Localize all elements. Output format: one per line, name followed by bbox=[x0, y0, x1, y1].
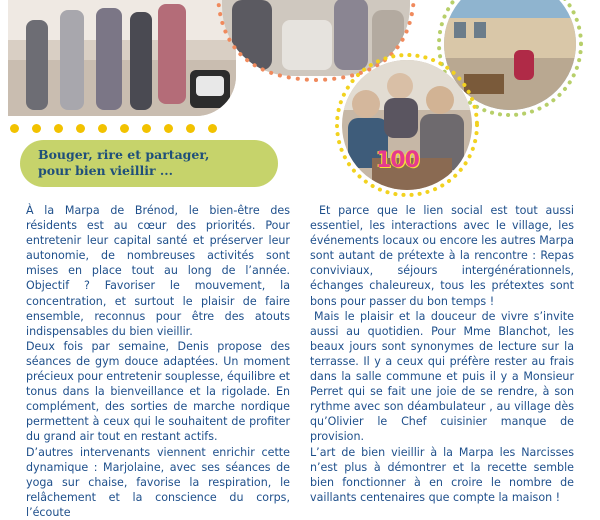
section-title-line-2: pour bien vieillir ... bbox=[38, 163, 173, 178]
dot bbox=[32, 124, 41, 133]
dot bbox=[164, 124, 173, 133]
paragraph: Mais le plaisir et la douceur de vivre s’invite aussi au quotidien. Pour Mme Blanchot, les beaux jours sont synonymes de lecture sur la terrasse. Il y a ceux qui préfère rester au frais dans la salle commune et puis il y a Monsieur Perret qui se fait une joie de se rendre, à son rythme avec son déambulateur , au village dès qu’Olivier le Chef cuisinier manque de provision. bbox=[310, 309, 574, 444]
dot bbox=[54, 124, 63, 133]
paragraph: À la Marpa de Brénod, le bien-être des résidents est au cœur des priorités. Pour entretenir leur capital santé et préserver leur autonomie, de nombreuses activités sont mises en place tout au long de l’année. Objectif ? Favoriser le mouvement, la concentration, et surtout le plaisir de faire ensemble, reconnus pour être des atouts indispensables du bien vieillir. bbox=[26, 204, 290, 338]
right-text-column bbox=[310, 203, 574, 505]
paragraph: Deux fois par semaine, Denis propose des séances de gym douce adaptées. Un moment précieux pour entretenir souplesse, équilibre et tonus dans la bienveillance et la rigolade. En complément, des sorties de marche nordique permettent à ceux qui le souhaitent de profiter du grand air tout en restant actifs. bbox=[26, 339, 291, 444]
dot bbox=[76, 124, 85, 133]
section-title-banner bbox=[20, 140, 278, 187]
dot bbox=[10, 124, 19, 133]
paragraph: Et parce que le lien social est tout aussi essentiel, les interactions avec le village, les événements locaux ou encore les autres Marpa sont autant de prétexte à la rencontre : Repas conviviaux, séjours intergénérationnels, échanges chaleureux, tous les prétextes sont bons pour passer du bon temps ! bbox=[310, 204, 574, 308]
dot bbox=[186, 124, 195, 133]
dot bbox=[120, 124, 129, 133]
yellow-dotted-border bbox=[334, 52, 480, 198]
section-title-line-1: Bouger, rire et partager, bbox=[38, 147, 210, 162]
centenarian-badge: 100 bbox=[376, 148, 419, 173]
paragraph: L’art de bien vieillir à la Marpa les Narcisses n’est plus à démontrer et la recette semble bien fonctionner à en croire le nombre de vaillants centenaires que compte la maison ! bbox=[310, 445, 574, 504]
gym-session-photo bbox=[8, 0, 236, 116]
section-title bbox=[38, 147, 209, 179]
paragraph: D’autres intervenants viennent enrichir cette dynamique : Marjolaine, avec ses séances de yoga sur chaise, favorise la respiration, le relâchement et la conscience du corps, l’écoute bbox=[26, 445, 290, 519]
yellow-dot-row bbox=[10, 124, 230, 134]
gym-session-image bbox=[8, 0, 236, 116]
dot bbox=[142, 124, 151, 133]
left-text-column bbox=[26, 203, 290, 520]
dot bbox=[208, 124, 217, 133]
dot bbox=[98, 124, 107, 133]
